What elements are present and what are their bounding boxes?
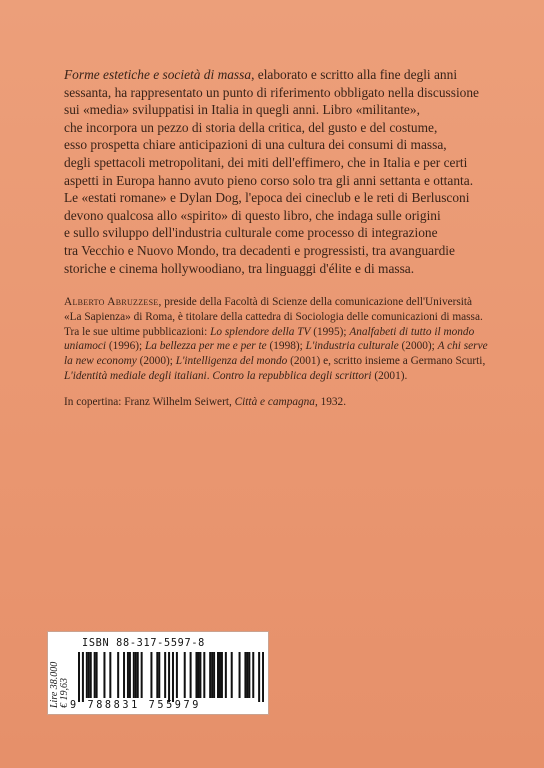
barcode-bar	[129, 652, 131, 698]
blurb-line: sui «media» sviluppatisi in Italia in quegli anni. Libro «militante»,	[64, 102, 420, 118]
blurb-line: Le «estati romane» e Dylan Dog, l'epoca dei cineclub e le reti di Berlusconi	[64, 190, 470, 206]
text-block	[64, 66, 494, 409]
barcode-bar	[172, 652, 174, 702]
barcode-bar	[123, 652, 125, 698]
barcode-bar	[211, 652, 213, 698]
author-name: Alberto Abruzzese	[64, 296, 159, 309]
barcode-bar	[137, 652, 139, 698]
barcode-bar	[127, 652, 129, 698]
barcode-bar	[221, 652, 223, 698]
barcode-bar	[82, 652, 84, 702]
blurb-line: Forme estetiche e società di massa, elaborato e scritto alla fine degli anni	[64, 67, 458, 82]
book-title: Forme estetiche e società di massa	[64, 67, 252, 82]
price-euro: € 19,63	[59, 678, 70, 708]
bio-line: uniamoci (1996); La bellezza per me e per te (1998); L'industria culturale (2000); A chi serve	[64, 340, 488, 353]
bio-line: «La Sapienza» di Roma, è titolare della cattedra di Sociologia delle comunicazioni di massa.	[64, 310, 483, 323]
barcode-bar	[197, 652, 199, 698]
blurb-line: esso prospetta chiare anticipazioni di una cultura dei consumi di massa,	[64, 137, 447, 153]
barcode-bar	[141, 652, 143, 698]
blurb-line: che incorpora un pezzo di storia della critica, del gusto e del costume,	[64, 119, 438, 135]
barcode-bar	[117, 652, 119, 698]
ean-number: 9 788831 755979	[70, 700, 202, 711]
blurb-line: storiche e cinema hollywoodiano, tra linguaggi d'élite e di massa.	[64, 260, 415, 276]
barcode-bar	[158, 652, 160, 698]
barcode-bar	[88, 652, 90, 698]
artwork-title: Città e campagna	[234, 396, 315, 409]
barcode-bar	[156, 652, 158, 698]
barcode-bar	[94, 652, 96, 698]
barcode-bar	[184, 652, 186, 698]
bio-line: la new economy (2000); L'intelligenza del mondo (2001) e, scritto insieme a Germano Scurti,	[64, 354, 486, 367]
barcode-icon	[78, 652, 264, 702]
blurb-line: sessanta, ha rappresentato un punto di riferimento obbligato nella discussione	[64, 84, 480, 100]
cover-credit: In copertina: Franz Wilhelm Seiwert, Città e campagna, 1932.	[64, 396, 347, 409]
barcode-bar	[199, 652, 201, 698]
book-blurb	[64, 66, 494, 277]
barcode-bar	[109, 652, 111, 698]
blurb-line: aspetti in Europa hanno avuto pieno corso solo tra gli anni settanta e ottanta.	[64, 172, 474, 188]
blurb-line: tra Vecchio e Nuovo Mondo, tra decadenti e progressisti, tra avanguardie	[64, 242, 455, 258]
blurb-line: degli spettacoli metropolitani, dei miti dell'effimero, che in Italia e per certi	[64, 154, 468, 170]
barcode-bar	[239, 652, 241, 698]
price-label	[50, 636, 70, 708]
barcode-bar	[213, 652, 215, 698]
author-bio	[64, 295, 494, 383]
barcode-bar	[203, 652, 205, 698]
barcode-bar	[225, 652, 227, 698]
barcode-bar	[190, 652, 192, 698]
barcode-bar	[164, 652, 166, 698]
bio-line: L'identità mediale degli italiani. Contro la repubblica degli scrittori (2001).	[64, 369, 408, 382]
barcode-bar	[262, 652, 264, 702]
barcode-bar	[133, 652, 135, 698]
barcode-bar	[150, 652, 152, 698]
barcode-bar	[258, 652, 260, 702]
bio-line: Alberto Abruzzese, preside della Facoltà di Scienze della comunicazione dell'Università	[64, 296, 473, 309]
barcode-bar	[209, 652, 211, 698]
barcode-bar	[168, 652, 170, 702]
isbn-number: ISBN 88-317-5597-8	[82, 638, 206, 649]
barcode-bar	[231, 652, 233, 698]
barcode-bar	[86, 652, 88, 698]
barcode-bar	[90, 652, 92, 698]
barcode-bar	[244, 652, 246, 698]
bio-line: Tra le sue ultime pubblicazioni: Lo splendore della TV (1995); Analfabeti di tutto il mondo	[64, 325, 475, 338]
barcode-label	[47, 631, 269, 715]
blurb-line: e sullo sviluppo dell'industria culturale come processo di integrazione	[64, 225, 438, 241]
barcode-bar	[176, 652, 178, 698]
barcode-bar	[78, 652, 80, 702]
barcode-bar	[248, 652, 250, 698]
barcode-bar	[246, 652, 248, 698]
barcode-bar	[135, 652, 137, 698]
barcode-bar	[219, 652, 221, 698]
barcode-bar	[195, 652, 197, 698]
barcode-bar	[103, 652, 105, 698]
barcode-bar	[96, 652, 98, 698]
price-lire: Lire 38.000	[49, 661, 60, 708]
blurb-line: devono qualcosa allo «spirito» di questo libro, che indaga sulle origini	[64, 207, 441, 223]
barcode-bar	[252, 652, 254, 698]
barcode-bar	[217, 652, 219, 698]
